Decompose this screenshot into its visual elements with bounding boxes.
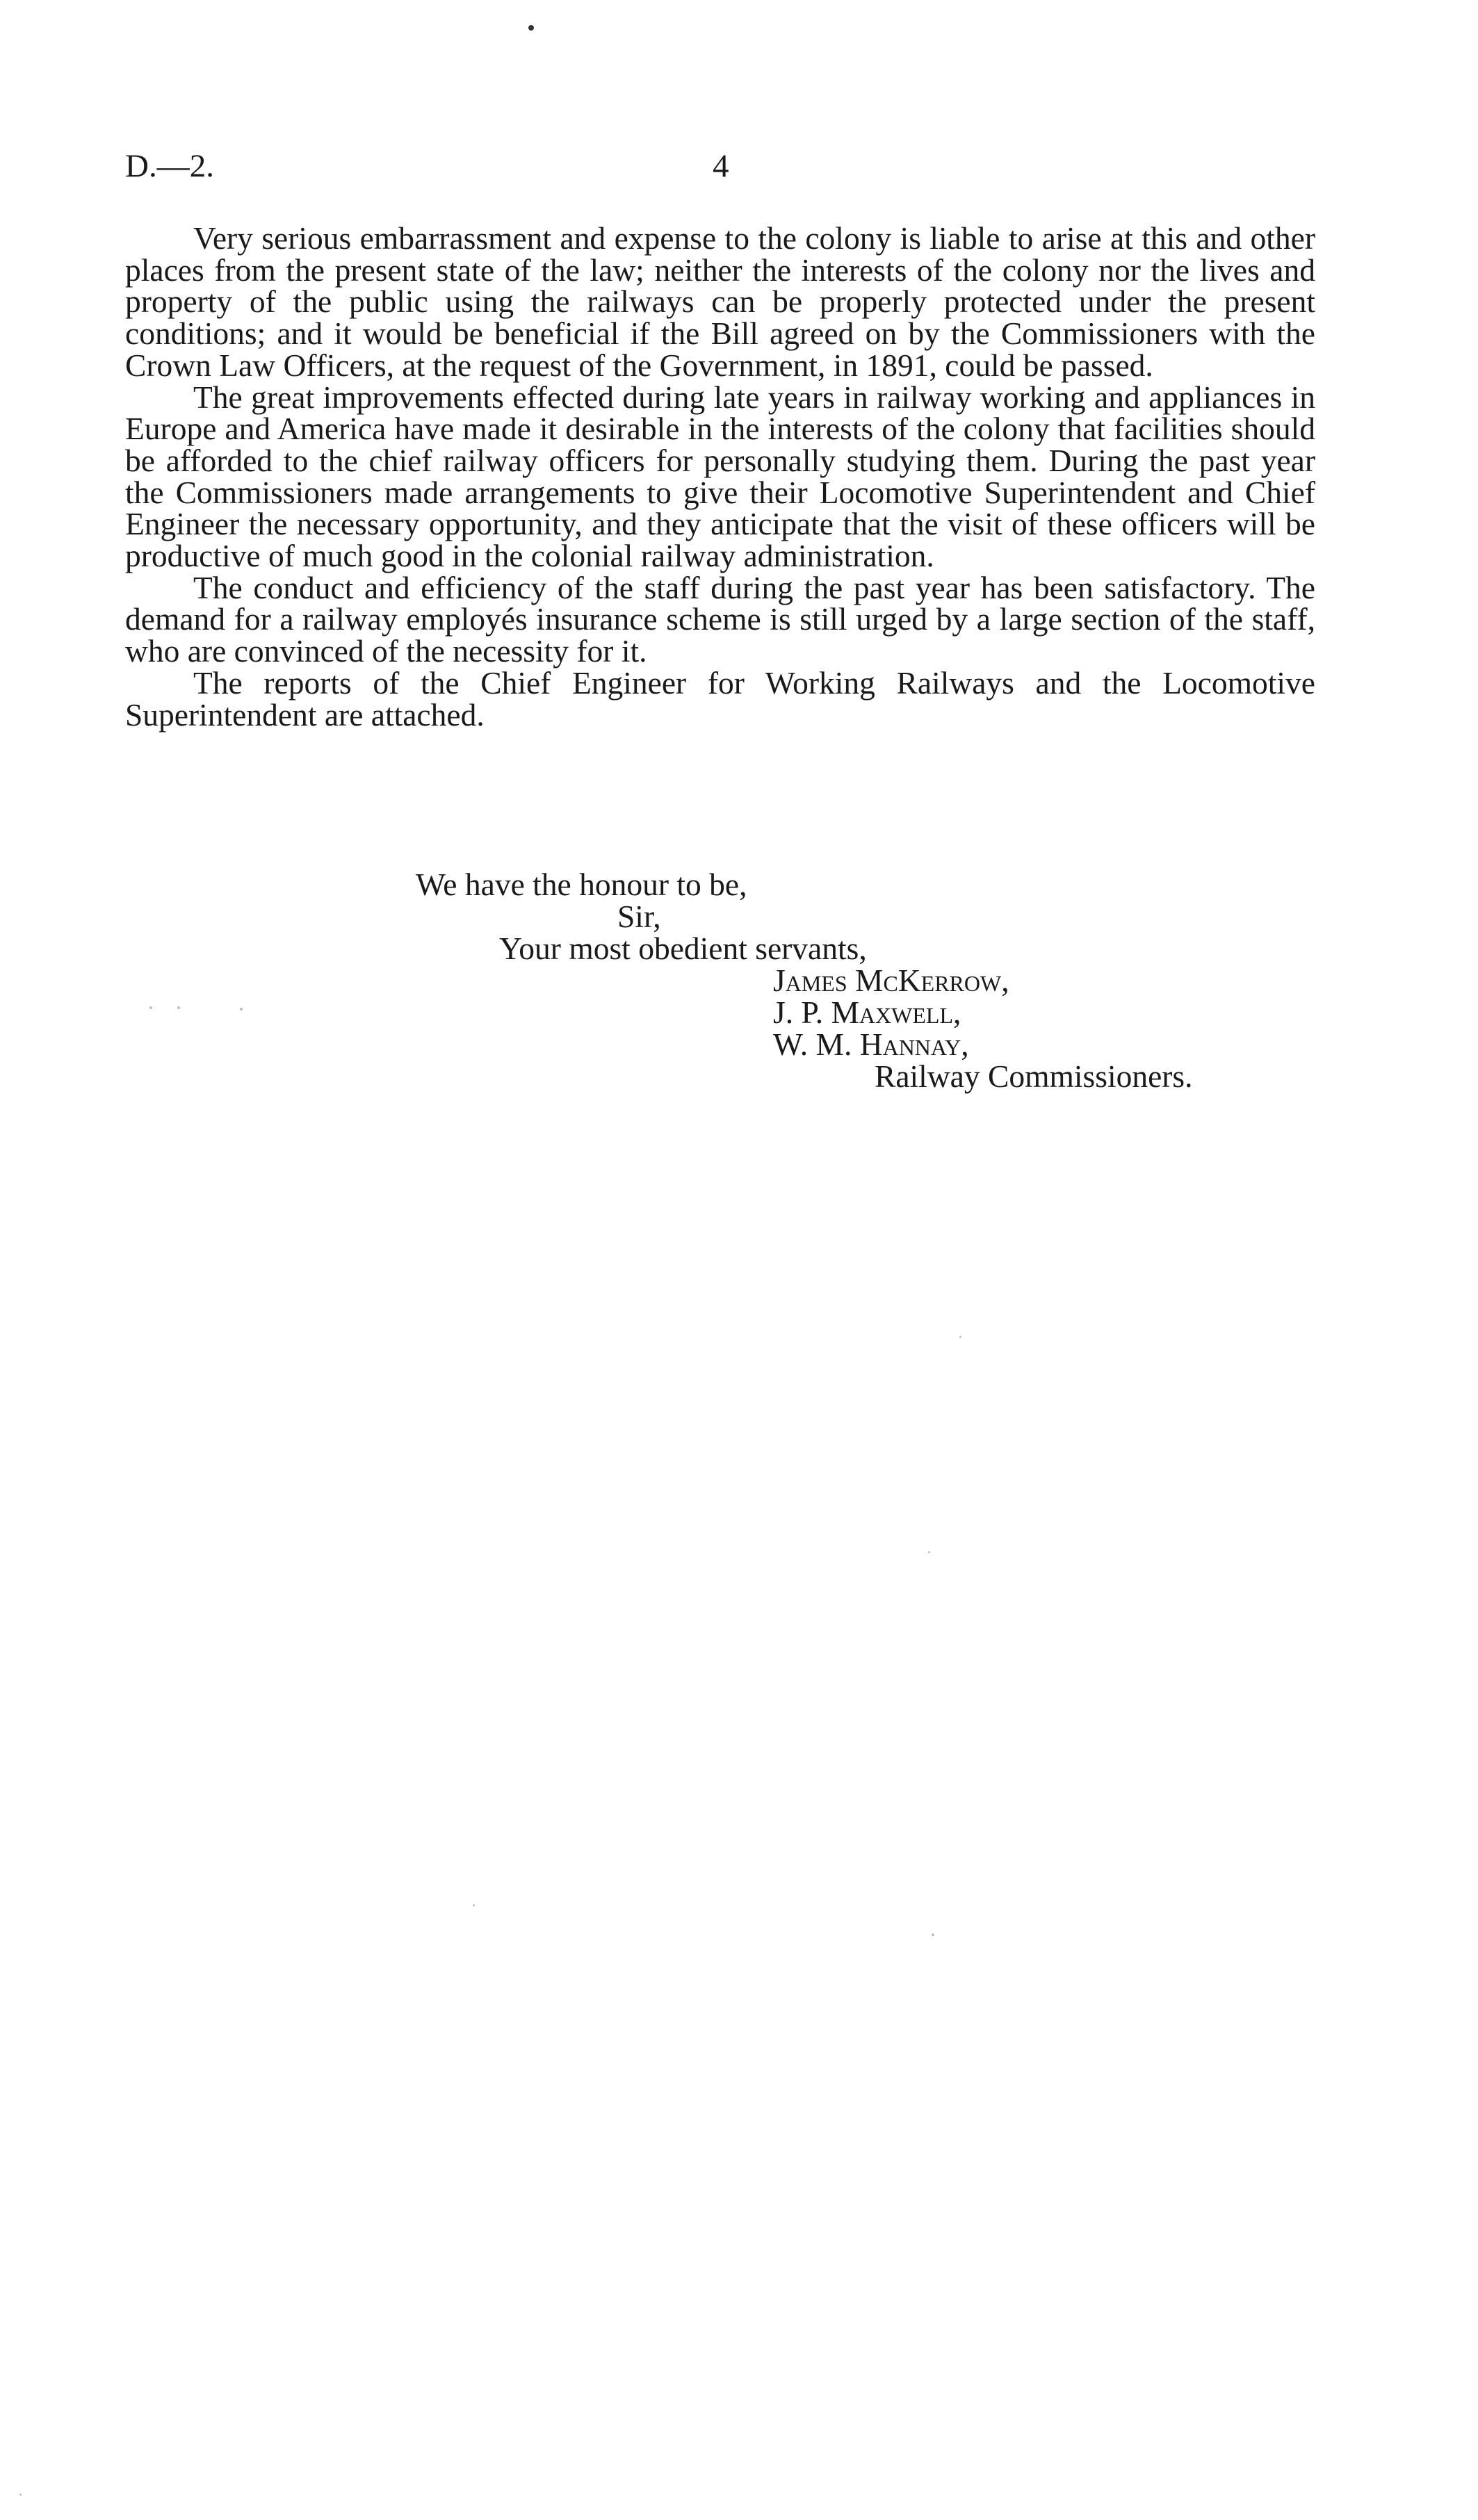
paragraph-law: Very serious embarrassment and expense to the colony is liable to arise at this and other places from the present state of the law; neither the interests of the colony nor the lives and property of the public using the railways can be properly protected under the present conditions; and it would be beneficial if the Bill agreed on by the Commissioners with the Crown Law Officers, at the request of the Government, in 1891, could be passed. [125, 220, 1315, 383]
signatory-mckerrow: James McKerrow, [773, 963, 1009, 998]
signatory-hannay: W. M. Hannay, [773, 1026, 969, 1062]
paragraph-reports: The reports of the Chief Engineer for Working Railways and the Locomotive Superintendent are attached. [125, 664, 1315, 733]
scan-speck [177, 1006, 180, 1009]
paragraph-improvements: The great improvements effected during late years in railway working and appliances in Europe and America have made it desirable in the interests of the colony that facilities should be afforded to the chief railway officers for personally studying them. During the past year the Commissioners made arrangements to give their Locomotive Superintendent and Chief Engineer the necessary opportunity, and they anticipate that the visit of these officers will be productive of much good in the colonial railway administration. [125, 379, 1315, 574]
scan-speck [149, 1006, 152, 1009]
closing-salutation: We have the honour to be, [416, 867, 747, 902]
scan-speck [959, 1336, 961, 1338]
paragraph-staff: The conduct and efficiency of the staff during the past year has been satisfactory. The demand for a railway employés insurance scheme is still urged by a large section of the staff, who are convinced of the necessity for it. [125, 569, 1315, 669]
signatories-title: Railway Commissioners. [875, 1058, 1193, 1094]
scan-speck [240, 1008, 243, 1011]
scan-speck [928, 1551, 930, 1553]
page-number: 4 [713, 148, 729, 184]
scan-speck [473, 1904, 475, 1906]
closing-valediction: Your most obedient servants, [499, 931, 867, 966]
scan-speck [932, 1933, 934, 1936]
closing-address: Sir, [617, 899, 661, 934]
letter-body [125, 220, 1315, 733]
scan-speck [19, 2494, 22, 2496]
document-code: D.—2. [125, 148, 214, 184]
signatory-maxwell: J. P. Maxwell, [773, 995, 961, 1030]
scan-speck [528, 25, 534, 31]
page-header [125, 147, 1321, 189]
